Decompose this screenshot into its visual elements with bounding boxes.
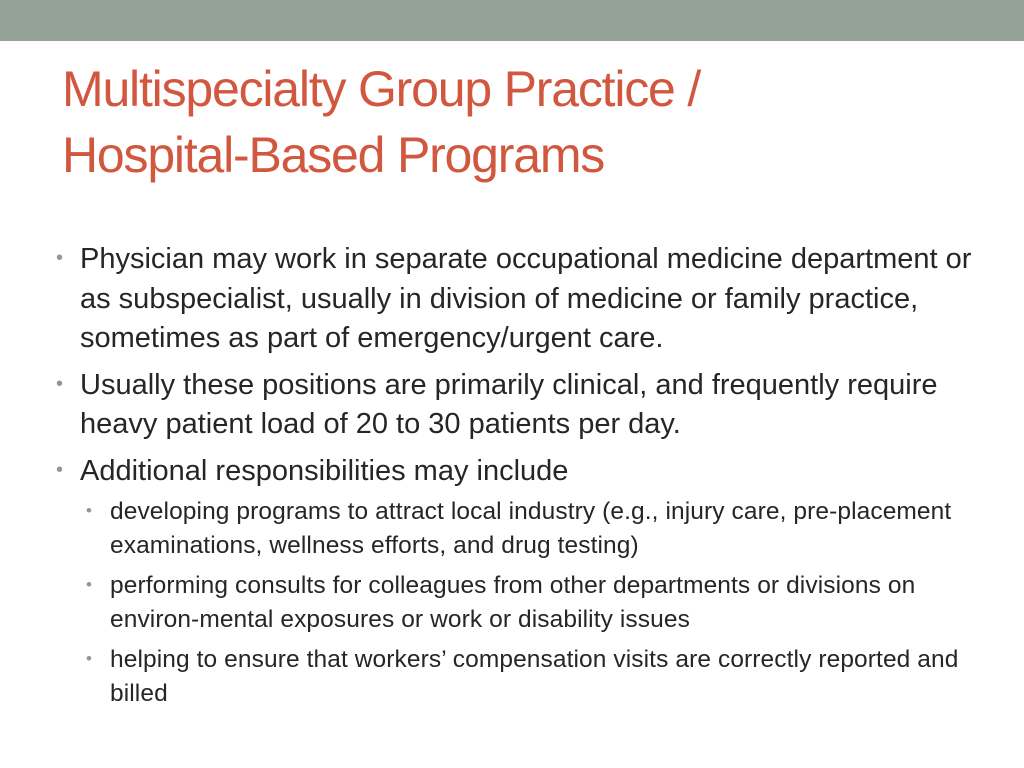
slide-title-line-1: Multispecialty Group Practice / [62, 61, 701, 117]
bullet-text: Additional responsibilities may include [80, 454, 569, 487]
bullet-dot-icon: • [56, 372, 64, 395]
bullet-item-clinical-positions [54, 366, 994, 445]
bullet-text: Usually these positions are primarily clinical, and frequently require heavy patient load of 20 to 30 patients per day. [80, 368, 938, 440]
sub-bullet-item-developing-programs [84, 495, 994, 563]
sub-bullet-dot-icon: • [86, 575, 93, 594]
bullet-item-physician-work [54, 240, 994, 359]
sub-bullet-list [84, 495, 994, 711]
bullet-text: Physician may work in separate occupational medicine department or as subspecialist, usually in division of medicine or family practice, sometimes as part of emergency/urgent care. [80, 243, 972, 354]
bullet-dot-icon: • [56, 458, 64, 481]
top-accent-bar [0, 0, 1024, 41]
slide-title [62, 56, 992, 188]
sub-bullet-item-performing-consults [84, 569, 994, 637]
sub-bullet-dot-icon: • [86, 649, 93, 668]
bullet-list [54, 240, 994, 718]
sub-bullet-item-compensation-visits [84, 643, 994, 711]
sub-bullet-text: helping to ensure that workers’ compensation visits are correctly reported and billed [110, 646, 959, 707]
sub-bullet-dot-icon: • [86, 501, 93, 520]
bullet-dot-icon: • [56, 247, 64, 269]
sub-bullet-text: performing consults for colleagues from other departments or divisions on environ-mental exposures or work or disability issues [110, 572, 916, 633]
bullet-item-additional-responsibilities [54, 452, 994, 712]
sub-bullet-text: developing programs to attract local industry (e.g., injury care, pre-placement examinations, wellness efforts, and drug testing) [110, 498, 952, 559]
slide-title-line-2: Hospital-Based Programs [62, 127, 605, 183]
